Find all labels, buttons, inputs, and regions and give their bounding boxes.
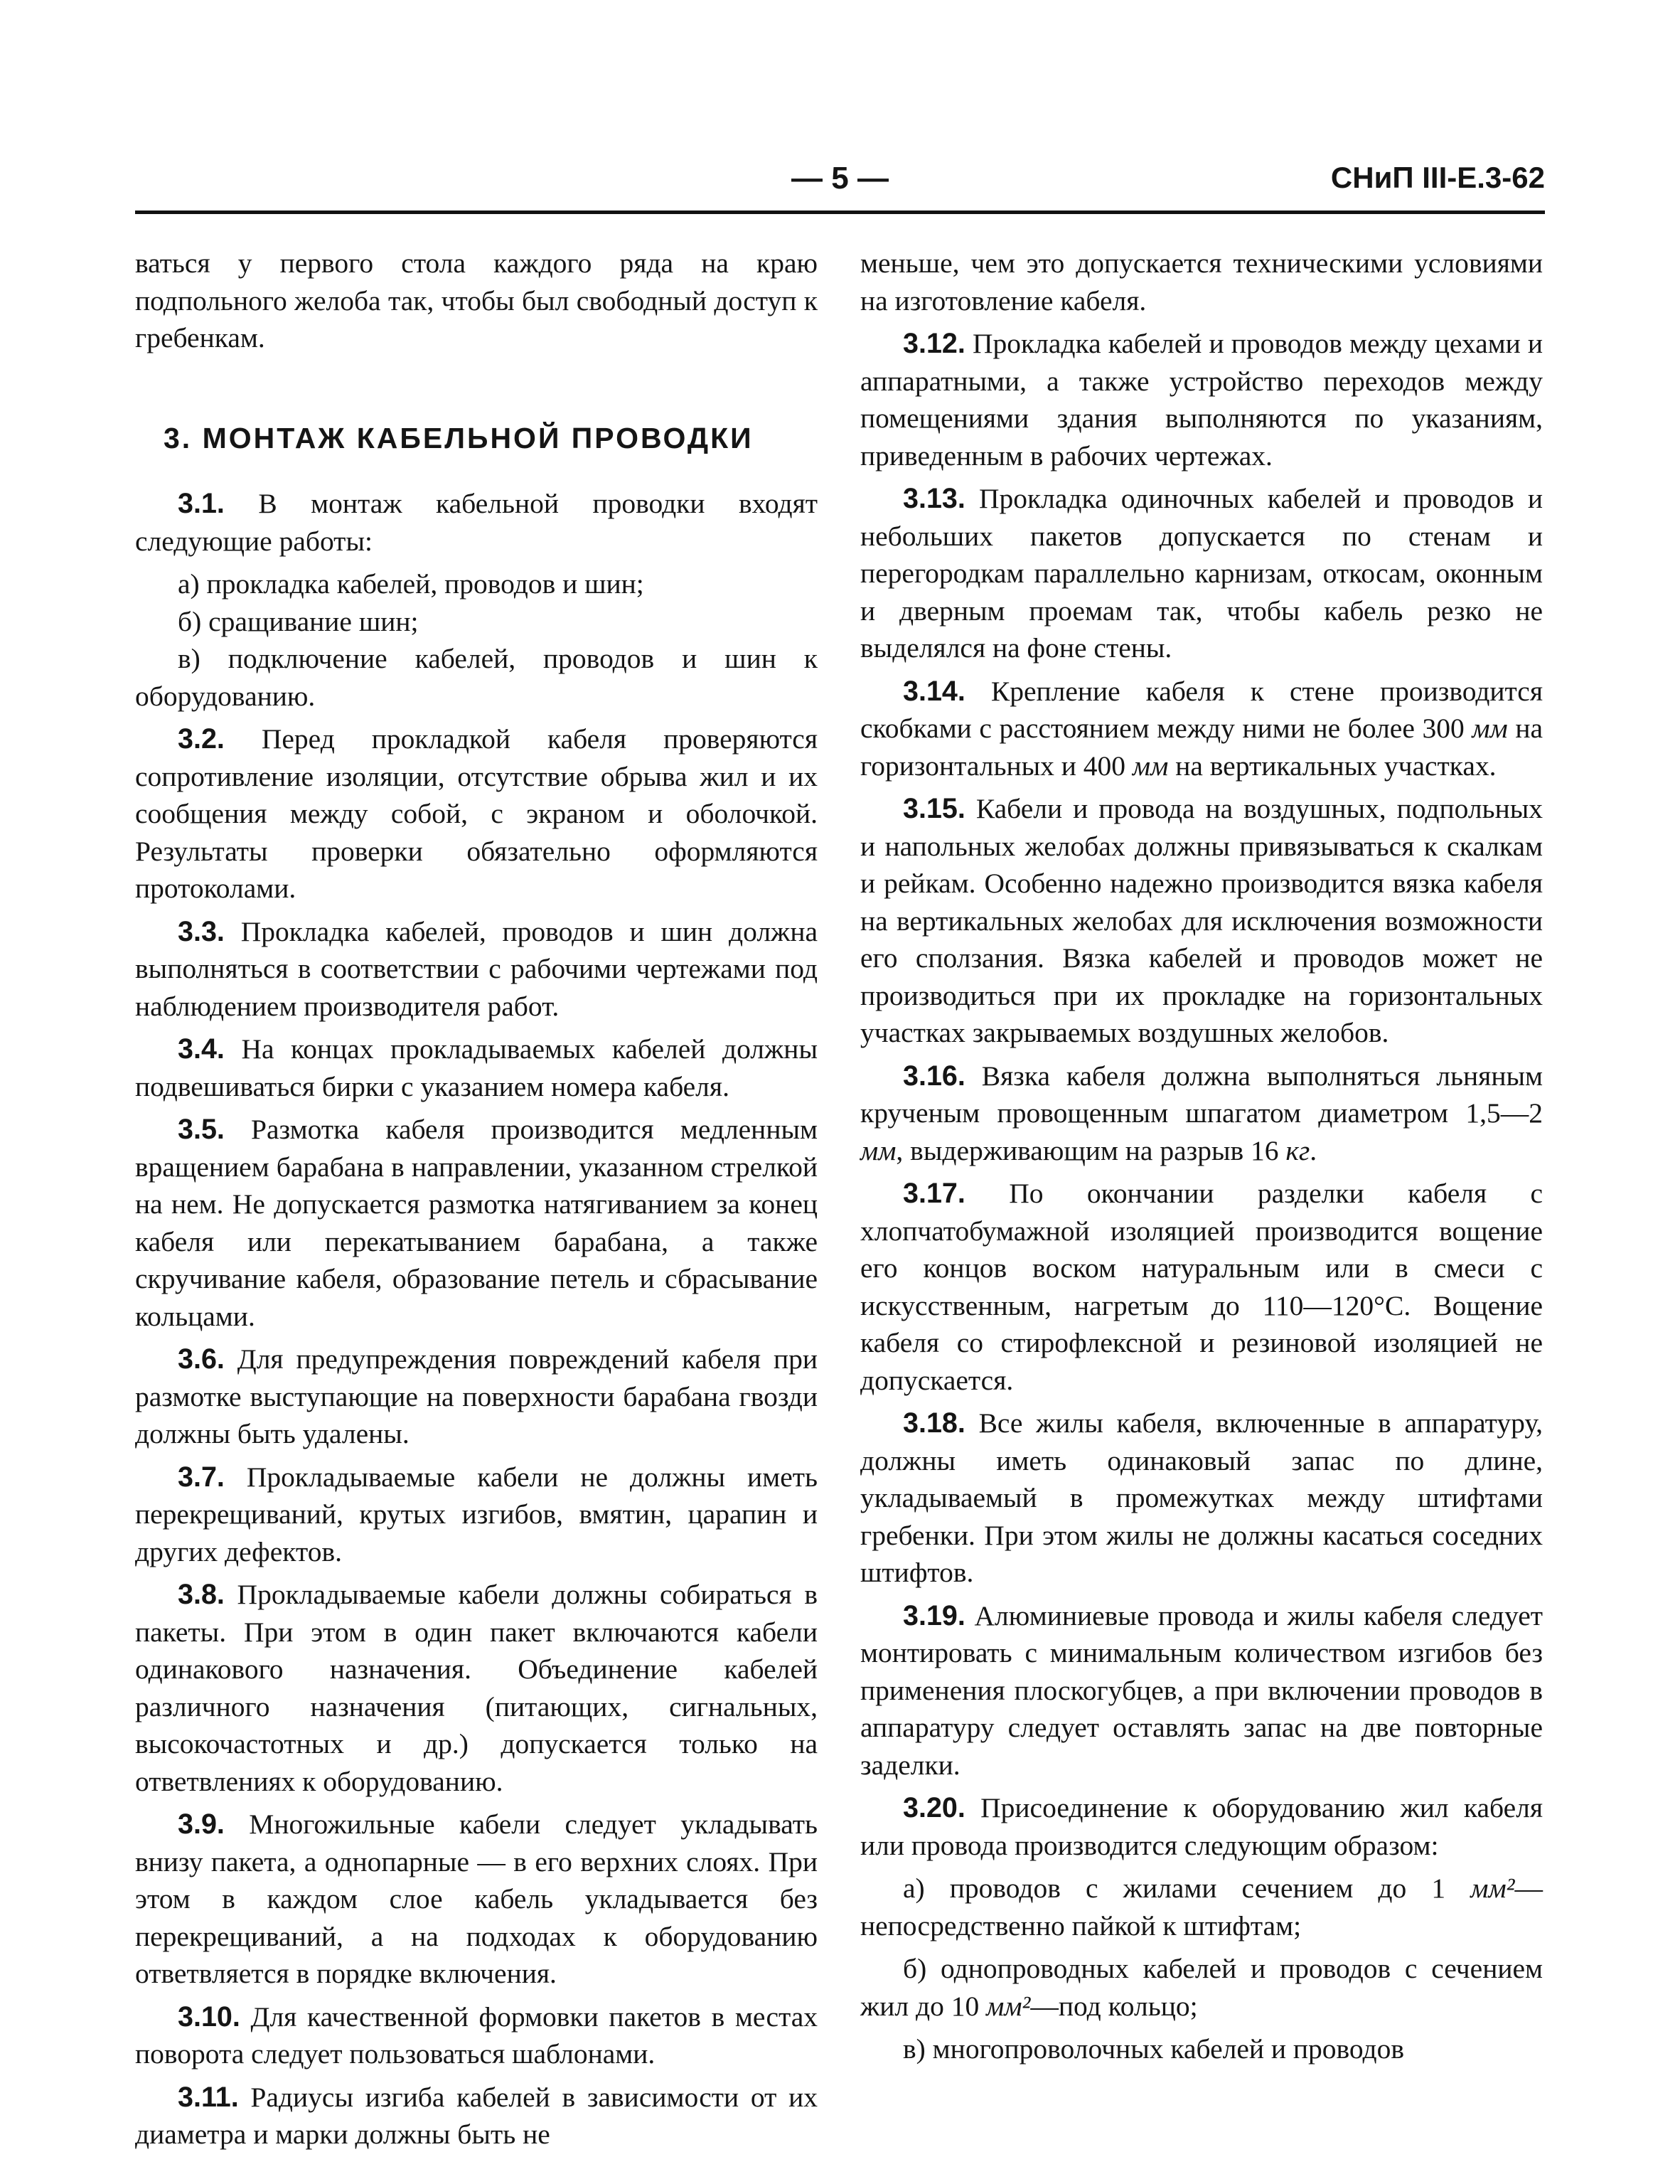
clause-3-4 (135, 1030, 818, 1105)
section-title: 3. МОНТАЖ КАБЕЛЬНОЙ ПРОВОДКИ (164, 421, 754, 454)
page-header (135, 161, 1545, 211)
unit-mm2: мм² (1470, 1873, 1515, 1904)
header-rule (135, 211, 1545, 214)
list-item-text: —под кольцо; (1030, 1990, 1198, 2022)
clause-text: на горизонтальных и 400 (860, 713, 1543, 782)
unit-mm: мм (1132, 750, 1169, 782)
clause-3-11 (135, 2079, 818, 2153)
clause-number: 3.14. (903, 675, 965, 707)
clause-number: 3.20. (903, 1792, 965, 1823)
paragraph-continuation: ваться у первого стола каждого ряда на краю подпольного желоба так, чтобы был свободный доступ к гребенкам. (135, 247, 818, 353)
clause-number: 3.4. (178, 1033, 225, 1065)
clause-text: На концах прокладываемых кабелей должны подвешиваться бирки с указанием номера кабеля. (135, 1033, 818, 1102)
clause-3-2 (135, 720, 818, 907)
clause-text: Размотка кабеля производится медленным вращением барабана в направлении, указанном стрелкой на нем. Не допускается размотка натягиванием за конец кабеля или перекатыванием барабана, а также скручивание кабеля, образование петель и сбрасывание кольцами. (135, 1114, 818, 1332)
clause-3-10 (135, 1998, 818, 2073)
clause-3-19 (860, 1597, 1543, 1784)
clause-number: 3.7. (178, 1461, 225, 1493)
clause-3-1 (135, 485, 818, 560)
page-number: — 5 — (791, 161, 889, 196)
paragraph-continuation: меньше, чем это допускается техническими условиями на изготовление кабеля. (860, 247, 1543, 316)
list-item-text: —непосредственно пайкой к штифтам; (860, 1873, 1543, 1941)
clause-text: По окончании разделки кабеля с хлопчатобумажной изоляцией производится вощение его концов воском натуральным или в смеси с искусственным, нагретым до 110—120°С. Вощение кабеля со стирофлексной и резиновой изоляцией не допускается. (860, 1178, 1543, 1396)
clause-text: Все жилы кабеля, включенные в аппаратуру, должны иметь одинаковый запас по длине, укладываемый в промежутках между штифтами гребенки. При этом жилы не должны касаться соседних штифтов. (860, 1407, 1543, 1588)
list-item-text: б) однопроводных кабелей и проводов с сечением жил до 10 (860, 1953, 1543, 2022)
clause-text: Прокладка одиночных кабелей и проводов и небольших пакетов допускается по стенам и перегородкам параллельно карнизам, откосам, оконным и дверным проемам так, чтобы кабель резко не выделялся на фоне стены. (860, 483, 1543, 664)
clause-number: 3.2. (178, 723, 225, 755)
clause-text: , выдерживающим на разрыв 16 (896, 1134, 1286, 1166)
clause-3-8 (135, 1576, 818, 1800)
list-item (860, 1950, 1543, 2025)
clause-3-5 (135, 1111, 818, 1335)
list-item (860, 1870, 1543, 1944)
clause-text: на вертикальных участках. (1168, 750, 1497, 782)
clause-number: 3.6. (178, 1343, 225, 1375)
list-item: а) прокладка кабелей, проводов и шин; (178, 568, 644, 600)
left-column (135, 245, 818, 2159)
clause-text: Для качественной формовки пакетов в местах поворота следует пользоваться шаблонами. (135, 2001, 818, 2070)
clause-text: Крепление кабеля к стене производится скобками с расстоянием между ними не более 300 (860, 675, 1543, 744)
clause-text: Присоединение к оборудованию жил кабеля или провода производится следующим образом: (860, 1792, 1543, 1861)
clause-number: 3.9. (178, 1809, 225, 1840)
clause-text: Алюминиевые провода и жилы кабеля следует монтировать с минимальным количеством изгибов без применения плоскогубцев, а при включении проводов в аппаратуру следует оставлять запас на две повторные заделки. (860, 1599, 1543, 1781)
clause-text: Прокладываемые кабели должны собираться в пакеты. При этом в один пакет включаются кабели одинакового назначения. Объединение кабелей различного назначения (питающих, сигнальных, высокочастотных и др.) допускается только на ответвлениях к оборудованию. (135, 1579, 818, 1797)
document-code: СНиП III-Е.3-62 (1330, 161, 1545, 194)
clause-number: 3.13. (903, 483, 965, 514)
clause-3-7 (135, 1459, 818, 1571)
clause-3-9 (135, 1806, 818, 1993)
list-item: б) сращивание шин; (178, 605, 419, 637)
clause-number: 3.3. (178, 915, 225, 947)
clause-number: 3.18. (903, 1407, 965, 1439)
clause-3-16 (860, 1058, 1543, 1170)
clause-number: 3.8. (178, 1579, 225, 1610)
clause-text: . (1310, 1134, 1317, 1166)
clause-text: Прокладка кабелей и проводов между цехами и аппаратными, а также устройство переходов между помещениями здания выполняются по указаниям, приведенным в рабочих чертежах. (860, 328, 1543, 472)
clause-3-12 (860, 325, 1543, 474)
clause-text: Прокладываемые кабели не должны иметь перекрещиваний, крутых изгибов, вмятин, царапин и других дефектов. (135, 1461, 818, 1567)
clause-text: Прокладка кабелей, проводов и шин должна выполняться в соответствии с рабочими чертежами под наблюдением производителя работ. (135, 915, 818, 1022)
clause-number: 3.17. (903, 1178, 965, 1209)
clause-3-18 (860, 1405, 1543, 1592)
clause-number: 3.15. (903, 793, 965, 824)
clause-number: 3.19. (903, 1599, 965, 1631)
clause-3-20 (860, 1789, 1543, 1864)
clause-text: Перед прокладкой кабеля проверяются сопротивление изоляции, отсутствие обрыва жил и их сообщения между собой, с экраном и оболочкой. Результаты проверки обязательно оформляются протоколами. (135, 723, 818, 904)
clause-3-6 (135, 1341, 818, 1453)
clause-text: В монтаж кабельной проводки входят следующие работы: (135, 488, 818, 557)
clause-3-13 (860, 480, 1543, 667)
unit-kg: кг (1285, 1134, 1310, 1166)
clause-number: 3.11. (178, 2081, 239, 2113)
clause-number: 3.12. (903, 328, 965, 359)
unit-mm: мм (1472, 713, 1508, 744)
clause-text: Радиусы изгиба кабелей в зависимости от их диаметра и марки должны быть не (135, 2081, 818, 2150)
clause-number: 3.5. (178, 1114, 225, 1145)
clause-text: Кабели и провода на воздушных, подпольных и напольных желобах должны привязываться к скалкам и рейкам. Особенно надежно производится вязка кабеля на вертикальных желобах для исключения возможности его сползания. Вязка кабелей и проводов может не производиться при их прокладке на горизонтальных участках закрываемых воздушных желобов. (860, 793, 1543, 1048)
right-column (860, 245, 1543, 2074)
clause-text: Многожильные кабели следует укладывать внизу пакета, а однопарные — в его верхних слоях. При этом в каждом слое кабель укладывается без перекрещиваний, а на подходах к оборудованию ответвляется в порядке включения. (135, 1809, 818, 1989)
list-item: в) подключение кабелей, проводов и шин к оборудованию. (135, 643, 818, 712)
clause-number: 3.10. (178, 2001, 240, 2033)
clause-3-14 (860, 673, 1543, 785)
clause-3-17 (860, 1175, 1543, 1399)
unit-mm2: мм² (986, 1990, 1031, 2022)
clause-number: 3.16. (903, 1060, 965, 1092)
list-item-text: а) проводов с жилами сечением до 1 (903, 1873, 1471, 1904)
clause-3-3 (135, 913, 818, 1026)
clause-text: Вязка кабеля должна выполняться льняным крученым провощенным шпагатом диаметром 1,5—2 (860, 1060, 1543, 1129)
unit-mm: мм (860, 1134, 897, 1166)
clause-number: 3.1. (178, 488, 225, 519)
clause-text: Для предупреждения повреждений кабеля при размотке выступающие на поверхности барабана гвозди должны быть удалены. (135, 1343, 818, 1449)
list-item: в) многопроволочных кабелей и проводов (903, 2033, 1405, 2065)
clause-3-15 (860, 790, 1543, 1052)
